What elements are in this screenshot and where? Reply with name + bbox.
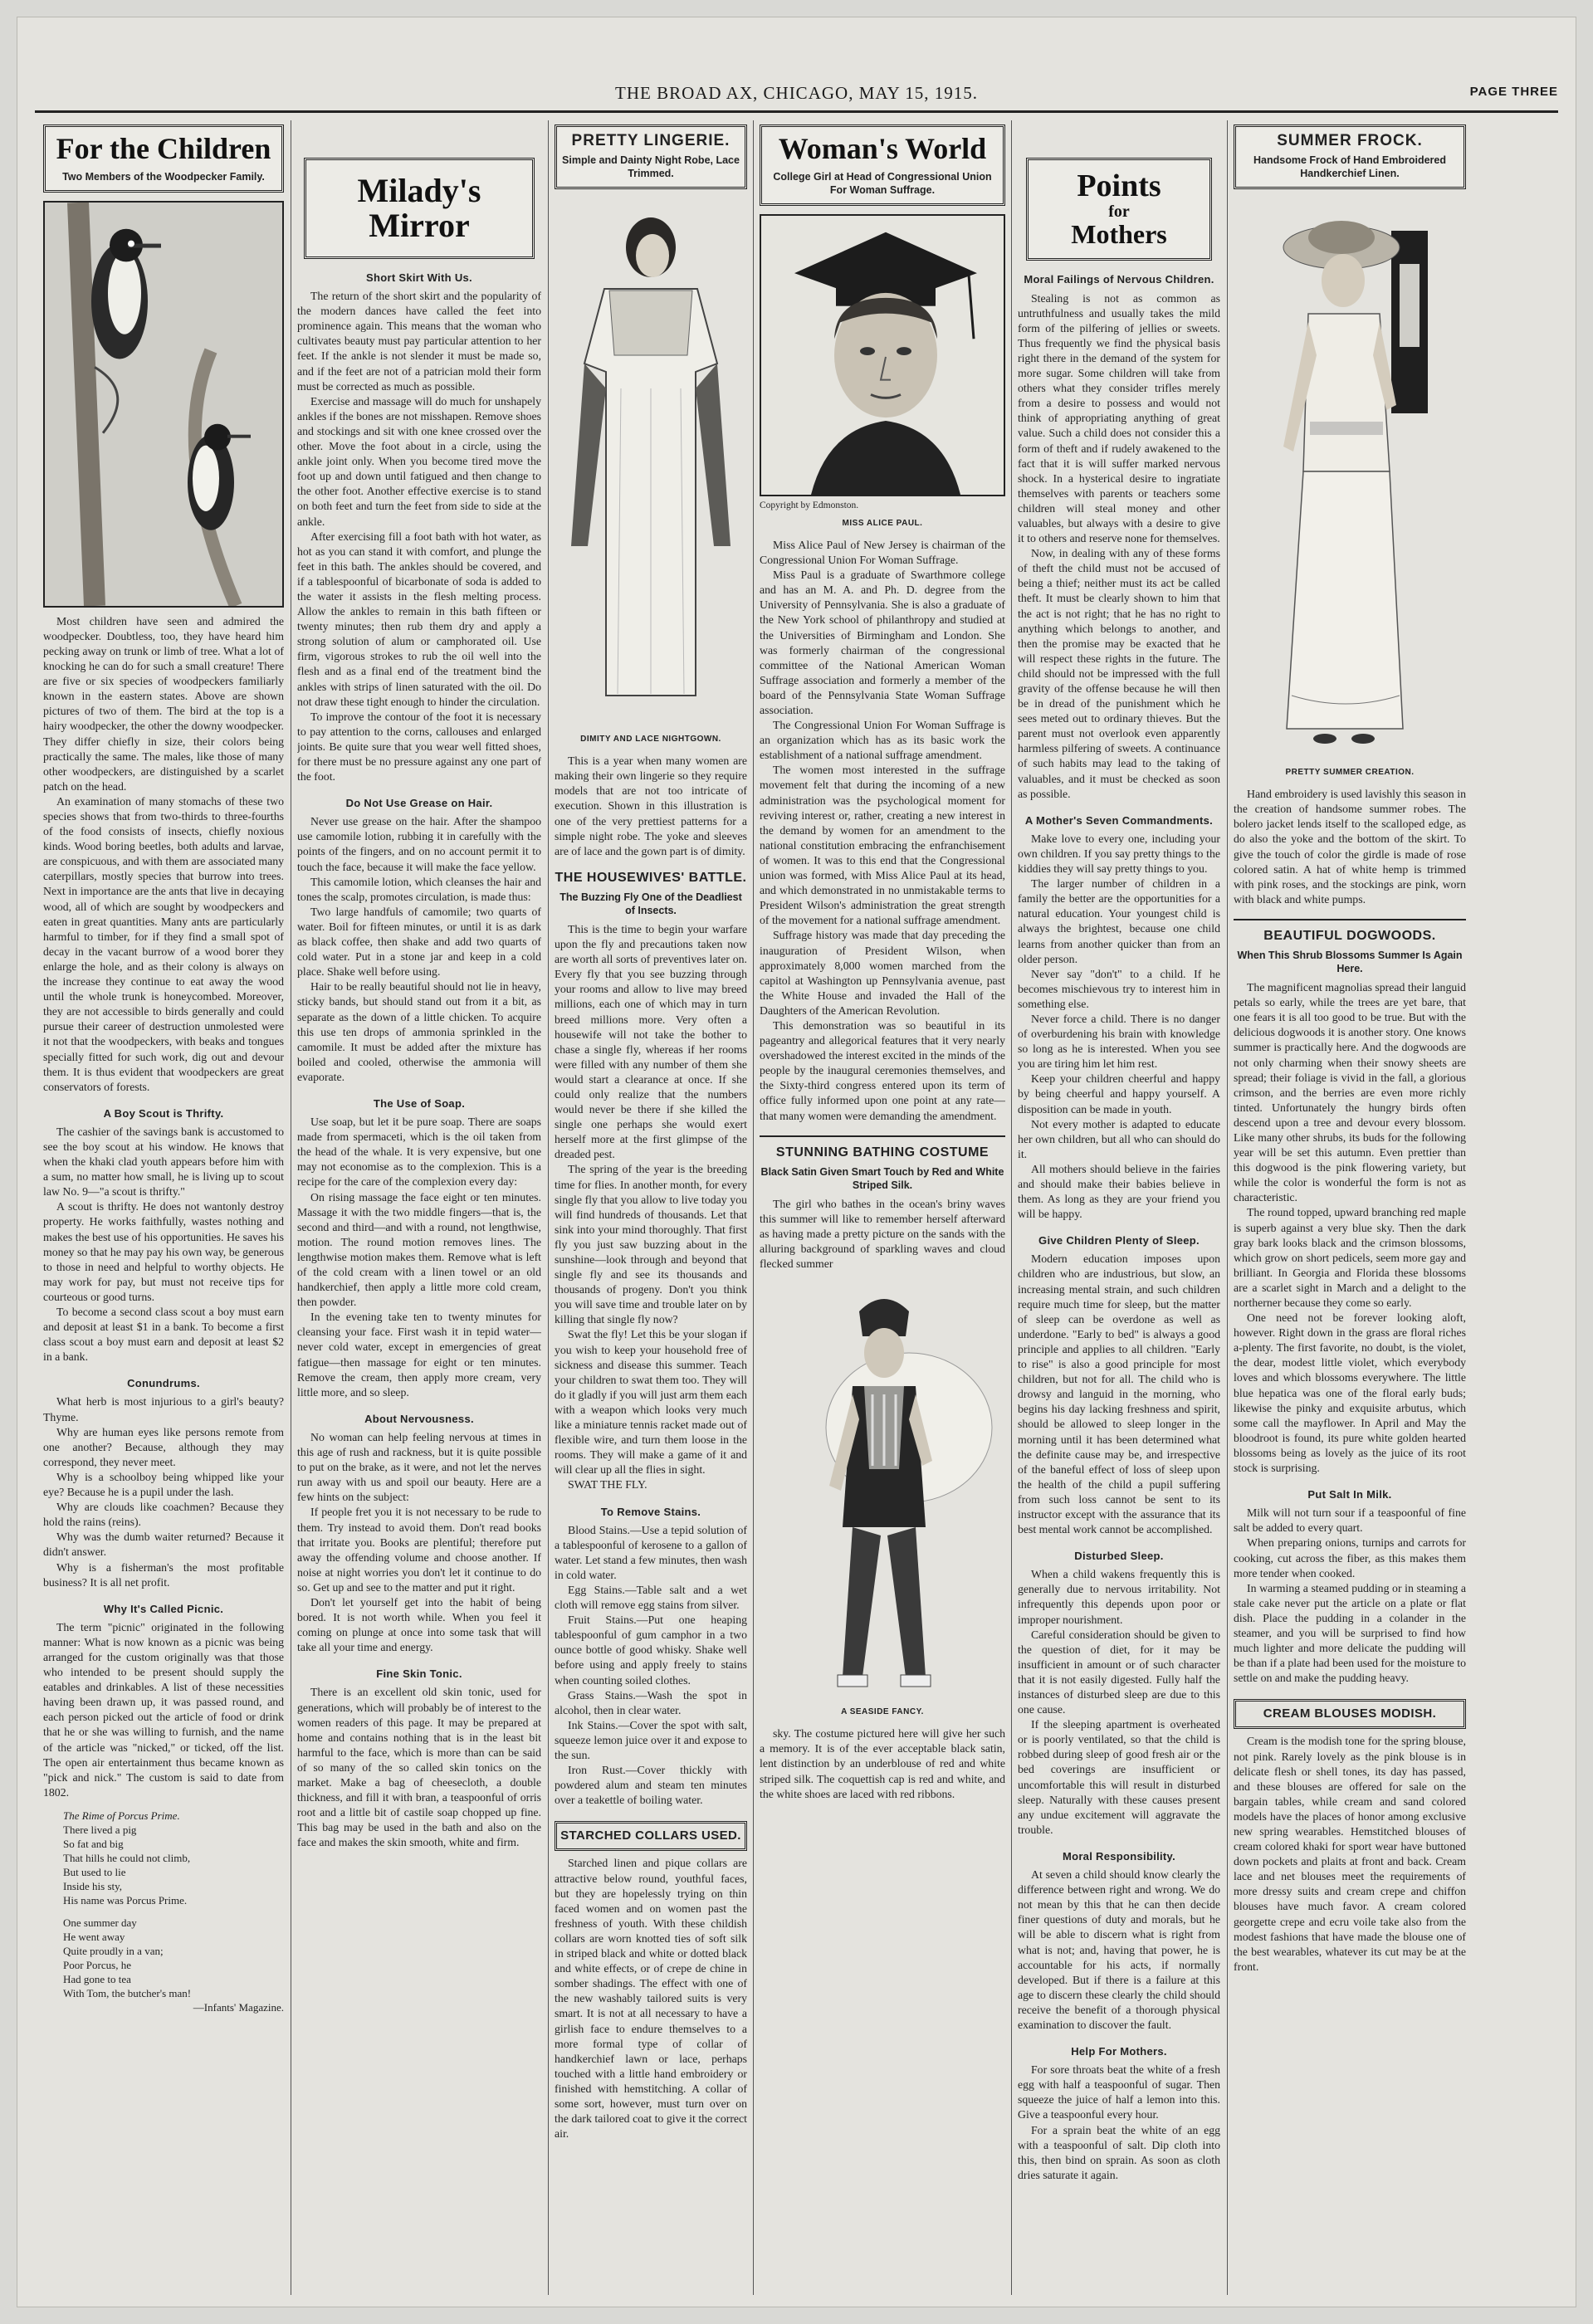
subhead: Disturbed Sleep. [1074, 1550, 1164, 1563]
section-subtitle: College Girl at Head of Congressional Union For Woman Suffrage. [773, 170, 992, 196]
article-paragraph: At seven a child should know clearly the difference between right and wrong. We do not mean by this that he can then decide finer questions of duty and morals, but he will be able to discern what is right from what is not; and, having that power, he is accountable for his acts, if normally developed. But if there is a failure at this age to discern these clearly the child should receive the benefit of a thorough physical examination to discover the fault. [1018, 1868, 1220, 2031]
poem-line: One summer day [63, 1916, 137, 1929]
miladys-mirror-title-box [304, 158, 535, 259]
article-paragraph: All mothers should believe in the fairies and should make their babies believe in them. As long as they are your friend you will be happy. [1018, 1162, 1220, 1221]
subhead: Short Skirt With Us. [366, 271, 472, 284]
article-paragraph: The cashier of the savings bank is accustomed to see the boy scout at his window. He knows that when the khaki clad youth appears before him with a sum, no matter how small, he is living up to scout law No. 9—"a scout is thrifty." [43, 1125, 284, 1199]
subhead: A Mother's Seven Commandments. [1024, 813, 1214, 827]
poem-line: So fat and big [63, 1837, 124, 1850]
nightgown-illustration [555, 198, 747, 729]
article-paragraph: In the evening take ten to twenty minutes for cleansing your face. First wash it in tepid water—never cold water, except in emergencies of great fatigue—then massage for eight or ten minutes. Remove the cream, then apply more cream, very little more, and so sleep. [297, 1311, 541, 1399]
article-paragraph: Starched linen and pique collars are attractive below round, youthful faces, but they are hopelessly trying on thin faced women and on women past the freshness of youth. With these childish collars are worn knotted ties of soft silk in striped black and white or dotted black and white effects, or of crepe de chine in somber shadings. The effect with one of the new washably tailored suits is very smart. It is not at all necessary to have a girlish face to endure themselves to a more formal type of collar of handkerchief lawn or lace, perhaps touched with a little hand embroidery or finished with hemstitching. A collar of some sort, however, must turn over on the dark tailored coat to give it the correct air. [555, 1857, 747, 2141]
article-paragraph: Never use grease on the hair. After the shampoo use camomile lotion, rubbing it in carefully with the points of the fingers, and on no account permit it to touch the face, because it will make the face yellow. [297, 815, 541, 873]
subhead: Do Not Use Grease on Hair. [345, 797, 493, 810]
portrait-illustration [760, 214, 1005, 496]
article-paragraph: The term "picnic" originated in the following manner: What is now known as a picnic was being arranged for the custom originally was that those who intended to be present should supply the eatables and drinkables. A list of these necessities having been drawn up, it was passed round, and each person picked out the article of food or drink that he or she was willing to furnish, and the name of the article was "nicked," or ticked, off the list. The open air entertainment thus became known as "pick and nick." The custom is said to date from 1802. [43, 1620, 284, 1799]
subhead: About Nervousness. [364, 1412, 474, 1425]
article-paragraph: Hand embroidery is used lavishly this season in the creation of handsome summer robes. The bolero jacket lends itself to the scalloped edge, as do also the yoke and the bottom of the skirt. To give the touch of color the girdle is made of rose colored satin. A hat of white hemp is trimmed with pink roses, and the stockings are pink, worn with black and white pumps. [1234, 788, 1466, 906]
article-paragraph: Egg Stains.—Table salt and a wet cloth will remove egg stains from silver. [555, 1583, 747, 1612]
article-paragraph: To improve the contour of the foot it is necessary to pay attention to the corns, callouses and enlarged joints. Be quite sure that you wear well fitted shoes, for there must be no pressure against any one part of the foot. [297, 710, 541, 784]
article-paragraph: In warming a steamed pudding or in steaming a stale cake never put the article on a plate or flat dish. Place the pudding in a colander in the steamer, and you will be surprised to find how much lighter and more delicate the pudding will be than if a plate had been used for the moisture to settle on and make the pudding heavy. [1234, 1581, 1466, 1685]
article-paragraph: Hair to be really beautiful should not lie in heavy, sticky bands, but should stand out from it a bit, as separate as the down of a little chicken. To acquire this use ten drops of ammonia sprinkled in the camomile. It must be added after the mixture has boiled and cooled, otherwise the ammonia will evaporate. [297, 980, 541, 1083]
section-title: for [1108, 202, 1130, 221]
section-title: Milady's [357, 172, 481, 209]
article-paragraph: The magnificent magnolias spread their languid petals so early, while the trees are yet bare, that one fears it is all too good to be true. But with the delicious dogwoods it is another story. One knows summer is practically here. And the dogwoods are not only charming when their snowy sheets are spread; their foliage is vivid in the fall, a glorious crimson, and the berries are even more richly tinted. Unfortunately the hungry birds often descend upon a tree and devour every blossom. Like many other shrubs, its buds for the following year will be set this autumn. Even prettier than this dogwood is the pink flowering variety, but while the color is wonderful the form is not as characteristic. [1234, 981, 1466, 1204]
column-points-for-mothers [1018, 158, 1220, 2324]
column-rule [753, 120, 754, 2295]
article-paragraph: No woman can help feeling nervous at times in this age of rush and rackness, but it is quite possible to put on the brake, as it were, and not let the nerves run away with us and spoil our beauty. Here are a few hints on the subject: [297, 1430, 541, 1504]
article-paragraph: Grass Stains.—Wash the spot in alcohol, then in clear water. [555, 1688, 747, 1716]
article-paragraph: Most children have seen and admired the woodpecker. Doubtless, too, they have heard him pecking away on trunk or limb of tree. What a lot of knocking he can do for such a small creature! There are five or six species of woodpeckers familiarly known in the eastern states. Above are shown pictures of two of them. The bird at the top is a hairy woodpecker, the other the downy woodpecker. They differ chiefly in size, their colors being practically the same. The males, like those of many other woodpeckers, are distinguished by a scarlet patch on the head. [43, 614, 284, 793]
newspaper-dateline: THE BROAD AX, CHICAGO, MAY 15, 1915. [615, 83, 978, 103]
article-paragraph: Modern education imposes upon children who are industrious, but slow, an increasing mental strain, and such children require much time for sleep, but the matter of sleep can be overdone as well as underdone. "Early to bed" is always a good principle and applies to all children. "Early to rise" is also a good principle for most children, but not for all. The child who is drowsy and languid in the morning, who begins his day lacking freshness and spirit, should be allowed to sleep longer in the morning until it has been determined what the definite cause may be, and irrespective of the baneful effect of loss of sleep upon the health of the child a pupil suffering from such loss cannot be sent to its instructor except with the assurance that its best mental work cannot be accomplished. [1018, 1252, 1220, 1536]
summer-frock-title-box [1234, 124, 1466, 189]
column-summer-frock [1234, 124, 1466, 2295]
poem-line: —Infants' Magazine. [193, 2000, 284, 2014]
article-paragraph: Make love to every one, including your own children. If you say pretty things to the kiddies they will say pretty things to you. [1018, 832, 1220, 876]
article-paragraph: Two large handfuls of camomile; two quarts of water. Boil for fifteen minutes, or until it is as dark as black coffee, then shake and add two quarts of cold water. Put in a stone jar and keep in a cold place. Shake well before using. [297, 905, 541, 979]
section-title: STARCHED COLLARS USED. [555, 1821, 747, 1851]
for-the-children-title-box [43, 124, 284, 193]
article-paragraph: Don't let yourself get into the habit of being bored. It is not worth while. When you feel it coming on plunge at once into some task that will take all your time and energy. [297, 1595, 541, 1654]
summer-frock-illustration [1234, 198, 1466, 762]
section-title: Woman's World [778, 132, 987, 165]
article-paragraph: Not every mother is adapted to educate her own children, but all who can should do it. [1018, 1117, 1220, 1160]
article-paragraph: The spring of the year is the breeding time for flies. In another month, for every single fly that you allow to live today you will find hundreds of thousands. Let that sink into your mind thoroughly. That first fly you just saw buzzing about in the sunshine—look through and beyond that single fly and see its thousands and thousands of progeny. Don't you think you will save time and trouble later on by killing that single fly now? [555, 1163, 747, 1326]
article-paragraph: On rising massage the face eight or ten minutes. Massage it with the two middle fingers—that is, the second and third—and with a round, not lengthwise, motion. The round motion removes lines. The lengthwise motion makes them. Remove what is left of the cold cream with a linen towel or an old handkerchief, then apply a little more cold cream, then powder. [297, 1190, 541, 1309]
article-paragraph: To become a second class scout a boy must earn and deposit at least $1 in a bank. To become a first class scout a boy must earn and deposit at least $2 in a bank. [43, 1306, 284, 1364]
poem-line: He went away [63, 1930, 125, 1943]
conundrums-heading: Conundrums. [127, 1377, 200, 1390]
article-paragraph: This camomile lotion, which cleanses the hair and tones the scalp, promotes circulation, is made thus: [297, 875, 541, 903]
section-subtitle: When This Shrub Blossoms Summer Is Again Here. [1237, 950, 1463, 975]
lingerie-title-box [555, 124, 747, 189]
poem-line: Inside his sty, [63, 1879, 123, 1892]
subhead: Moral Responsibility. [1062, 1849, 1176, 1863]
masthead [35, 83, 1558, 113]
poem-line: With Tom, the butcher's man! [63, 1986, 192, 1999]
article-paragraph: The Congressional Union For Woman Suffrage is an organization which has as its basic work the establishment of a national suffrage amendment. [760, 719, 1005, 762]
poem-line: Had gone to tea [63, 1972, 131, 1985]
article-paragraph: sky. The costume pictured here will give her such a memory. It is of the ever acceptable black satin, lent distinction by an underblouse of red and white striped silk. The coquettish cap is red and white, and the white shoes are laced with red ribbons. [760, 1727, 1005, 1800]
conundrum: Why are clouds like coachmen? Because they hold the rains (reins). [43, 1501, 284, 1529]
article-paragraph: After exercising fill a foot bath with hot water, as hot as you can stand it with comfort, and plunge the feet in this bath. The ankles should be covered, and if a tablespoonful of bicarbonate of soda is added to the water it assists in the flesh melting process. Allow the ankles to remain in this bath fifteen or twenty minutes; then rub them dry and apply a strong solution of alum or camphorated oil. Use firm, vigorous strokes to rub the oil well into the flesh and as a final end of the treatment bind the ankles with strips of linen saturated with the oil. Do not draw these tight enough to hinder the circulation. [297, 530, 541, 708]
section-title: SUMMER FROCK. [1277, 132, 1423, 149]
article-paragraph: Cream is the modish tone for the spring blouse, not pink. Rarely lovely as the pink blouse is in delicate flesh or shell tones, its day has passed, and these blouses are offered for sale on the bargain tables, while cream and sand colored models have the places of honor among exclusive new spring wearables. Hemstitched blouses of cream colored khaki for sport wear have buttoned down pockets and plaits at front and back. Cream lace and net blouses meet the requirements of more dressy suits and cream crepe and chiffon blouses have much favor. A cream colored georgette crepe and ecru voile take also from the modest fashions that have made the blouse one of the best wearables, whatever its cut may be at the front. [1234, 1735, 1466, 1973]
article-paragraph: Ink Stains.—Cover the spot with salt, squeeze lemon juice over it and expose to the sun. [555, 1718, 747, 1761]
article-paragraph: Never say "don't" to a child. If he becomes mischievous try to interest him in something else. [1018, 967, 1220, 1010]
article-paragraph: Swat the fly! Let this be your slogan if you wish to keep your household free of sickness and disease this summer. Teach your children to swat them too. They will do it gladly if you will just arm them each with a weapon which looks very much like a miniature tennis racket made out of flexible wire, and turn them loose in the rooms. They will make a game of it and will clear up all the flies in sight. [555, 1328, 747, 1477]
section-title: PRETTY LINGERIE. [571, 132, 731, 149]
subhead: Moral Failings of Nervous Children. [1024, 273, 1214, 286]
section-subtitle: Two Members of the Woodpecker Family. [62, 170, 265, 183]
poem-line: But used to lie [63, 1865, 126, 1878]
page-number: PAGE THREE [1469, 85, 1558, 99]
image-caption: PRETTY SUMMER CREATION. [1285, 768, 1415, 778]
section-title: Mothers [1071, 218, 1167, 249]
conundrum: Why are human eyes like persons remote from one another? Because, although they may correspond, they never meet. [43, 1425, 284, 1468]
article-paragraph: Never force a child. There is no danger of overburdening his brain with knowledge so long as he is interested. When you see you are tiring him let him rest. [1018, 1012, 1220, 1071]
section-title: Mirror [369, 207, 470, 244]
poem-title: The Rime of Porcus Prime. [63, 1809, 180, 1822]
article-paragraph: When preparing onions, turnips and carrots for cooking, cut across the fiber, as this makes them more tender when cooked. [1234, 1536, 1466, 1579]
woodpecker-illustration [43, 201, 284, 608]
article-paragraph: Keep your children cheerful and happy by being cheerful and happy yourself. A disposition can be made in youth. [1018, 1072, 1220, 1116]
points-for-mothers-title-box [1026, 158, 1212, 261]
column-rule [1227, 120, 1228, 2295]
article-paragraph: If the sleeping apartment is overheated or is poorly ventilated, so that the child is robbed during sleep of good fresh air or the bed coverings are insufficient or uncomfortable this will result in disturbed sleep. Naturally with these causes present any undue excitement will aggravate the trouble. [1018, 1718, 1220, 1836]
section-subtitle: Simple and Dainty Night Robe, Lace Trimmed. [562, 154, 740, 180]
article-paragraph: The return of the short skirt and the popularity of the modern dances have called the feet into prominence again. This means that the woman who cultivates beauty must pay particular attention to her feet. If the ankle is not slender it must be made so, and if the feet are not of a patrician mold their form must be corrected as much as possible. [297, 290, 541, 393]
column-pretty-lingerie [555, 124, 747, 2295]
article-paragraph: This is a year when many women are making their own lingerie so they require models that are not too intricate of execution. Shown in this illustration is one of the very prettiest patterns for a simple night robe. The yoke and sleeves are of lace and the gown part is of dimity. [555, 754, 747, 857]
article-paragraph: Suffrage history was made that day preceding the inauguration of President Wilson, when approximately 8,000 women marched from the capitol at Washington up Pennsylvania avenue, past the White House and invaded the Hall of the Daughters of the American Revolution. [760, 929, 1005, 1017]
column-for-the-children [43, 124, 284, 2295]
article-paragraph: An examination of many stomachs of these two species shows that from two-thirds to three-fourths of the food consists of insects, chiefly noxious kinds. Wood boring beetles, both adults and larvae, are conspicuous, and with them are associated many caterpillars, mostly species that burrow into trees. Next in importance are the ants that live in decaying wood, all of which are sought by woodpeckers and eaten in great quantities. Many ants are particularly harmful to timber, for if they find a small spot of decay in the vacant burrow of a wood borer they enlarge the hole, and as their colony is always on the increase they continue to eat away the wood until the whole trunk is honeycombed. Moreover, they are not accessible to birds generally and could pursue their career of destruction unmolested were it not that the woodpeckers, with beaks and tongues specially fitted for such work, dig out and devour them. It is thus evident that woodpeckers are great conservators of forests. [43, 794, 284, 1093]
subhead: The Use of Soap. [373, 1096, 466, 1110]
conundrum: What herb is most injurious to a girl's beauty? Thyme. [43, 1395, 284, 1423]
bathing-costume-illustration [760, 1278, 1005, 1702]
article-paragraph: The women most interested in the suffrage movement felt that during the incoming of a new administration was the psychological moment for reviving interest or, rather, creating a new interest in the demand by women for an amendment to the national constitution embracing the enfranchisement of women. It was to this end that the Congressional union was formed, with Miss Alice Paul at its head, and which demonstrated in no unmistakable terms to President Wilson's administration the great strength of the movement for a national suffrage amendment. [760, 764, 1005, 927]
poem-line: His name was Porcus Prime. [63, 1893, 188, 1907]
article-paragraph: One need not be forever looking aloft, however. Right down in the grass are floral riches a-plenty. The first favorite, no doubt, is the violet, the dear, modest little violet, which everybody loves and which blossoms everywhere. The little blue hepatica was one of the floral early buds; likewise the pinky and exquisite arbutus, which some call the mayflower. In April and May the bloodroot is found, its pure white golden hearted blossoms being as lovely as the juice of its root stock is surprising. [1234, 1311, 1466, 1475]
article-paragraph: This demonstration was so beautiful in its pageantry and allegorical features that it very nearly overshadowed the interest excited in the minds of the people by the inaugural ceremonies themselves, and the Sixty-third congress entered upon its term of office fully informed upon one point at any rate—that many women were demanding the amendment. [760, 1018, 1005, 1122]
article-paragraph: Milk will not turn sour if a teaspoonful of fine salt be added to every quart. [1234, 1506, 1466, 1535]
poem-line [63, 1907, 284, 1916]
conundrum: Why is a fisherman's the most profitable business? It is all net profit. [43, 1560, 284, 1589]
picnic-heading: Why It's Called Picnic. [103, 1602, 224, 1615]
article-paragraph: The girl who bathes in the ocean's briny waves this summer will like to remember herself afterward as having made a pretty picture on the sands with the alluring background of sparkling waves and cloud flecked summer [760, 1197, 1005, 1271]
subhead: To Remove Stains. [600, 1505, 701, 1518]
womans-world-title-box [760, 124, 1005, 206]
article-paragraph: Blood Stains.—Use a tepid solution of a tablespoonful of kerosene to a gallon of water. Let stand a few minutes, then wash in cold water. [555, 1523, 747, 1581]
column-womans-world [760, 124, 1005, 2295]
article-paragraph: A scout is thrifty. He does not wantonly destroy property. He works faithfully, wastes nothing and makes the best use of his opportunities. He saves his money so that he may pay his own way, be generous to those in need and helpful to worthy objects. He may work for pay, but must not receive tips for courteous or good turns. [43, 1200, 284, 1303]
section-subtitle: The Buzzing Fly One of the Deadliest of Insects. [560, 891, 742, 916]
section-title: CREAM BLOUSES MODISH. [1234, 1699, 1466, 1729]
article-paragraph: There is an excellent old skin tonic, used for generations, which will probably be of interest to the women readers of this page. It may be prepared at home and contains nothing that is in the least bit harmful to the face, which is more than can be said of so many of the so called skin tonics on the market. Make a bag of cheesecloth, a double thickness, and fill it with bran, a teaspoonful of orris root and a little bit of castile soap chopped up fine. This bag may be used in the bath and also on the face and makes the skin smooth, white and firm. [297, 1686, 541, 1849]
subhead: Put Salt In Milk. [1307, 1488, 1392, 1501]
article-paragraph: Fruit Stains.—Put one heaping tablespoonful of gum camphor in a two ounce bottle of good whisky. Shake well before using and apply freely to stains when counting soiled clothes. [555, 1614, 747, 1687]
section-subtitle: Black Satin Given Smart Touch by Red and White Striped Silk. [760, 1165, 1004, 1191]
image-caption: DIMITY AND LACE NIGHTGOWN. [580, 735, 721, 745]
article-paragraph: If people fret you it is not necessary to be rude to them. Try instead to avoid them. Don't read books that irritate you. Books are plentiful; therefore put away the offending volume and choose another. If noise at night worries you don't let it continue to do so. Get up and see to the matter and put it right. [297, 1506, 541, 1594]
article-paragraph: Stealing is not as common as untruthfulness and usually takes the mild form of the pilfering of jellies or sweets. Thus frequently we find the physical basis right there in the demand of the system for more sugar. Some children will take from others what they consider trifles merely from a desire to possess and would not think of appropriating anything of great value. Such a child does not consider this a form of theft and if rudely awakened to the fact that it is will suffer marked nervous shock. In a hysterical desire to ingratiate themselves with parents or teachers some children will steal money and other valuables, but always with a desire to give it to others and reserve none for themselves. [1018, 291, 1220, 545]
image-caption: A SEASIDE FANCY. [841, 1707, 924, 1717]
image-caption: MISS ALICE PAUL. [842, 518, 923, 528]
poem-line: That hills he could not climb, [63, 1851, 191, 1864]
article-paragraph: The larger number of children in a family the better are the opportunities for a natural education. Your youngest child is always the brightest, because one child learns from another quicker than from an older person. [1018, 877, 1220, 965]
section-title: THE HOUSEWIVES' BATTLE. [555, 870, 747, 885]
article-paragraph: For a sprain beat the white of an egg with a teaspoonful of salt. Dip cloth into this, then bind on sprain. As soon as cloth dries saturate it again. [1018, 2123, 1220, 2181]
article-paragraph: The round topped, upward branching red maple is superb against a very blue sky. Then the dark gray bark looks black and the crimson blossoms, which grow on short pedicels, seem more gay and brilliant. In Georgia and Florida these blossoms are a scarlet sight in March and a delight to the northerner because they come so early. [1234, 1206, 1466, 1309]
subhead: Give Children Plenty of Sleep. [1038, 1234, 1200, 1247]
poem-line: There lived a pig [63, 1823, 137, 1836]
section-subtitle: Handsome Frock of Hand Embroidered Handkerchief Linen. [1253, 154, 1446, 180]
column-miladys-mirror [297, 158, 541, 2324]
photo-credit: Copyright by Edmonston. [760, 500, 859, 510]
article-paragraph: Use soap, but let it be pure soap. There are soaps made from spermaceti, which is the oil taken from the head of the whale. It is very expensive, but one may not economise as to the complexion. This is a recipe for the care of the complexion every day: [297, 1116, 541, 1189]
article-paragraph: When a child wakens frequently this is generally due to nervous irritability. Not infrequently this depends upon poor or improper nourishment. [1018, 1568, 1220, 1626]
article-paragraph: This is the time to begin your warfare upon the fly and precautions taken now are worth all sorts of preventives later on. Every fly that you see buzzing through your rooms and allow to live may breed millions, each one of which may in turn breed millions more. Very often a housewife will not take the bother to chase a single fly, whereas if her rooms were filled with any number of them she would start a clearance at once. If she could only realize that the numbers would never be there if she killed the single one perhaps she would exert herself more at the first glimpse of the dreaded pest. [555, 922, 747, 1161]
column-rule [1011, 120, 1012, 2295]
conundrum: Why is a schoolboy being whipped like your eye? Because he is a pupil under the lash. [43, 1470, 284, 1499]
subhead: Fine Skin Tonic. [376, 1667, 462, 1681]
article-paragraph: SWAT THE FLY. [568, 1478, 647, 1492]
article-paragraph: For sore throats beat the white of a fresh egg with half a teaspoonful of sugar. Then squeeze the juice of half a lemon into this. Give a teaspoonful every hour. [1018, 2063, 1220, 2121]
article-paragraph: Miss Paul is a graduate of Swarthmore college and has an M. A. and Ph. D. degree from the University of Pennsylvania. She is also a graduate of the New York school of philanthropy and studied at the Universities of Birmingham and London. She was formerly chairman of the congressional committee of the National American Woman Suffrage association and formerly a member of the board of the Pennsylvania State Woman Suffrage association. [760, 569, 1005, 717]
article-paragraph: Iron Rust.—Cover thickly with powdered alum and steam ten minutes over a teakettle of boiling water. [555, 1764, 747, 1807]
article-paragraph: Miss Alice Paul of New Jersey is chairman of the Congressional Union For Woman Suffrage. [760, 538, 1005, 567]
section-title: For the Children [56, 132, 271, 165]
poem-line: Quite proudly in a van; [63, 1944, 164, 1957]
section-title: Points [1077, 168, 1161, 203]
article-paragraph: Careful consideration should be given to the question of diet, for it may be insufficient in amount or of such character that it is not easily digested. Fully half the instances of disturbed sleep are due to this one cause. [1018, 1628, 1220, 1716]
column-rule [548, 120, 549, 2295]
poem-line: Poor Porcus, he [63, 1958, 131, 1971]
section-title: STUNNING BATHING COSTUME [760, 1135, 1005, 1160]
scout-heading: A Boy Scout is Thrifty. [103, 1106, 224, 1120]
section-title: BEAUTIFUL DOGWOODS. [1234, 919, 1466, 944]
conundrum: Why was the dumb waiter returned? Because it didn't answer. [43, 1531, 284, 1559]
subhead: Help For Mothers. [1071, 2045, 1167, 2058]
article-paragraph: Now, in dealing with any of these forms of theft the child must not be accused of being a thief; neither must its act be called theft. It must be clearly shown to him that the act is not right; that he has no right to anything which belongs to another, and then the promise may be exacted that he will respect these rights in the future. The child should not be impressed with the full gravity of the offense because he will then be in dread of the punishment which he sees meted out to ordinary thieves. But the parent must not overlook even apparently harmless pilfering of sweets. A continuance of such habits may lead to the taking of valuables, and it must be checked as soon as possible. [1018, 547, 1220, 800]
article-paragraph: Exercise and massage will do much for unshapely ankles if the bones are not misshapen. Remove shoes and stockings and sit with one knee crossed over the other. Move the foot about in a circle, using the ankle joint only. When you become tired move the foot up and down until fatigued and then change to the other foot. Another effective exercise is to stand on both feet and turn the feet from side to side at the ankle. [297, 394, 541, 528]
